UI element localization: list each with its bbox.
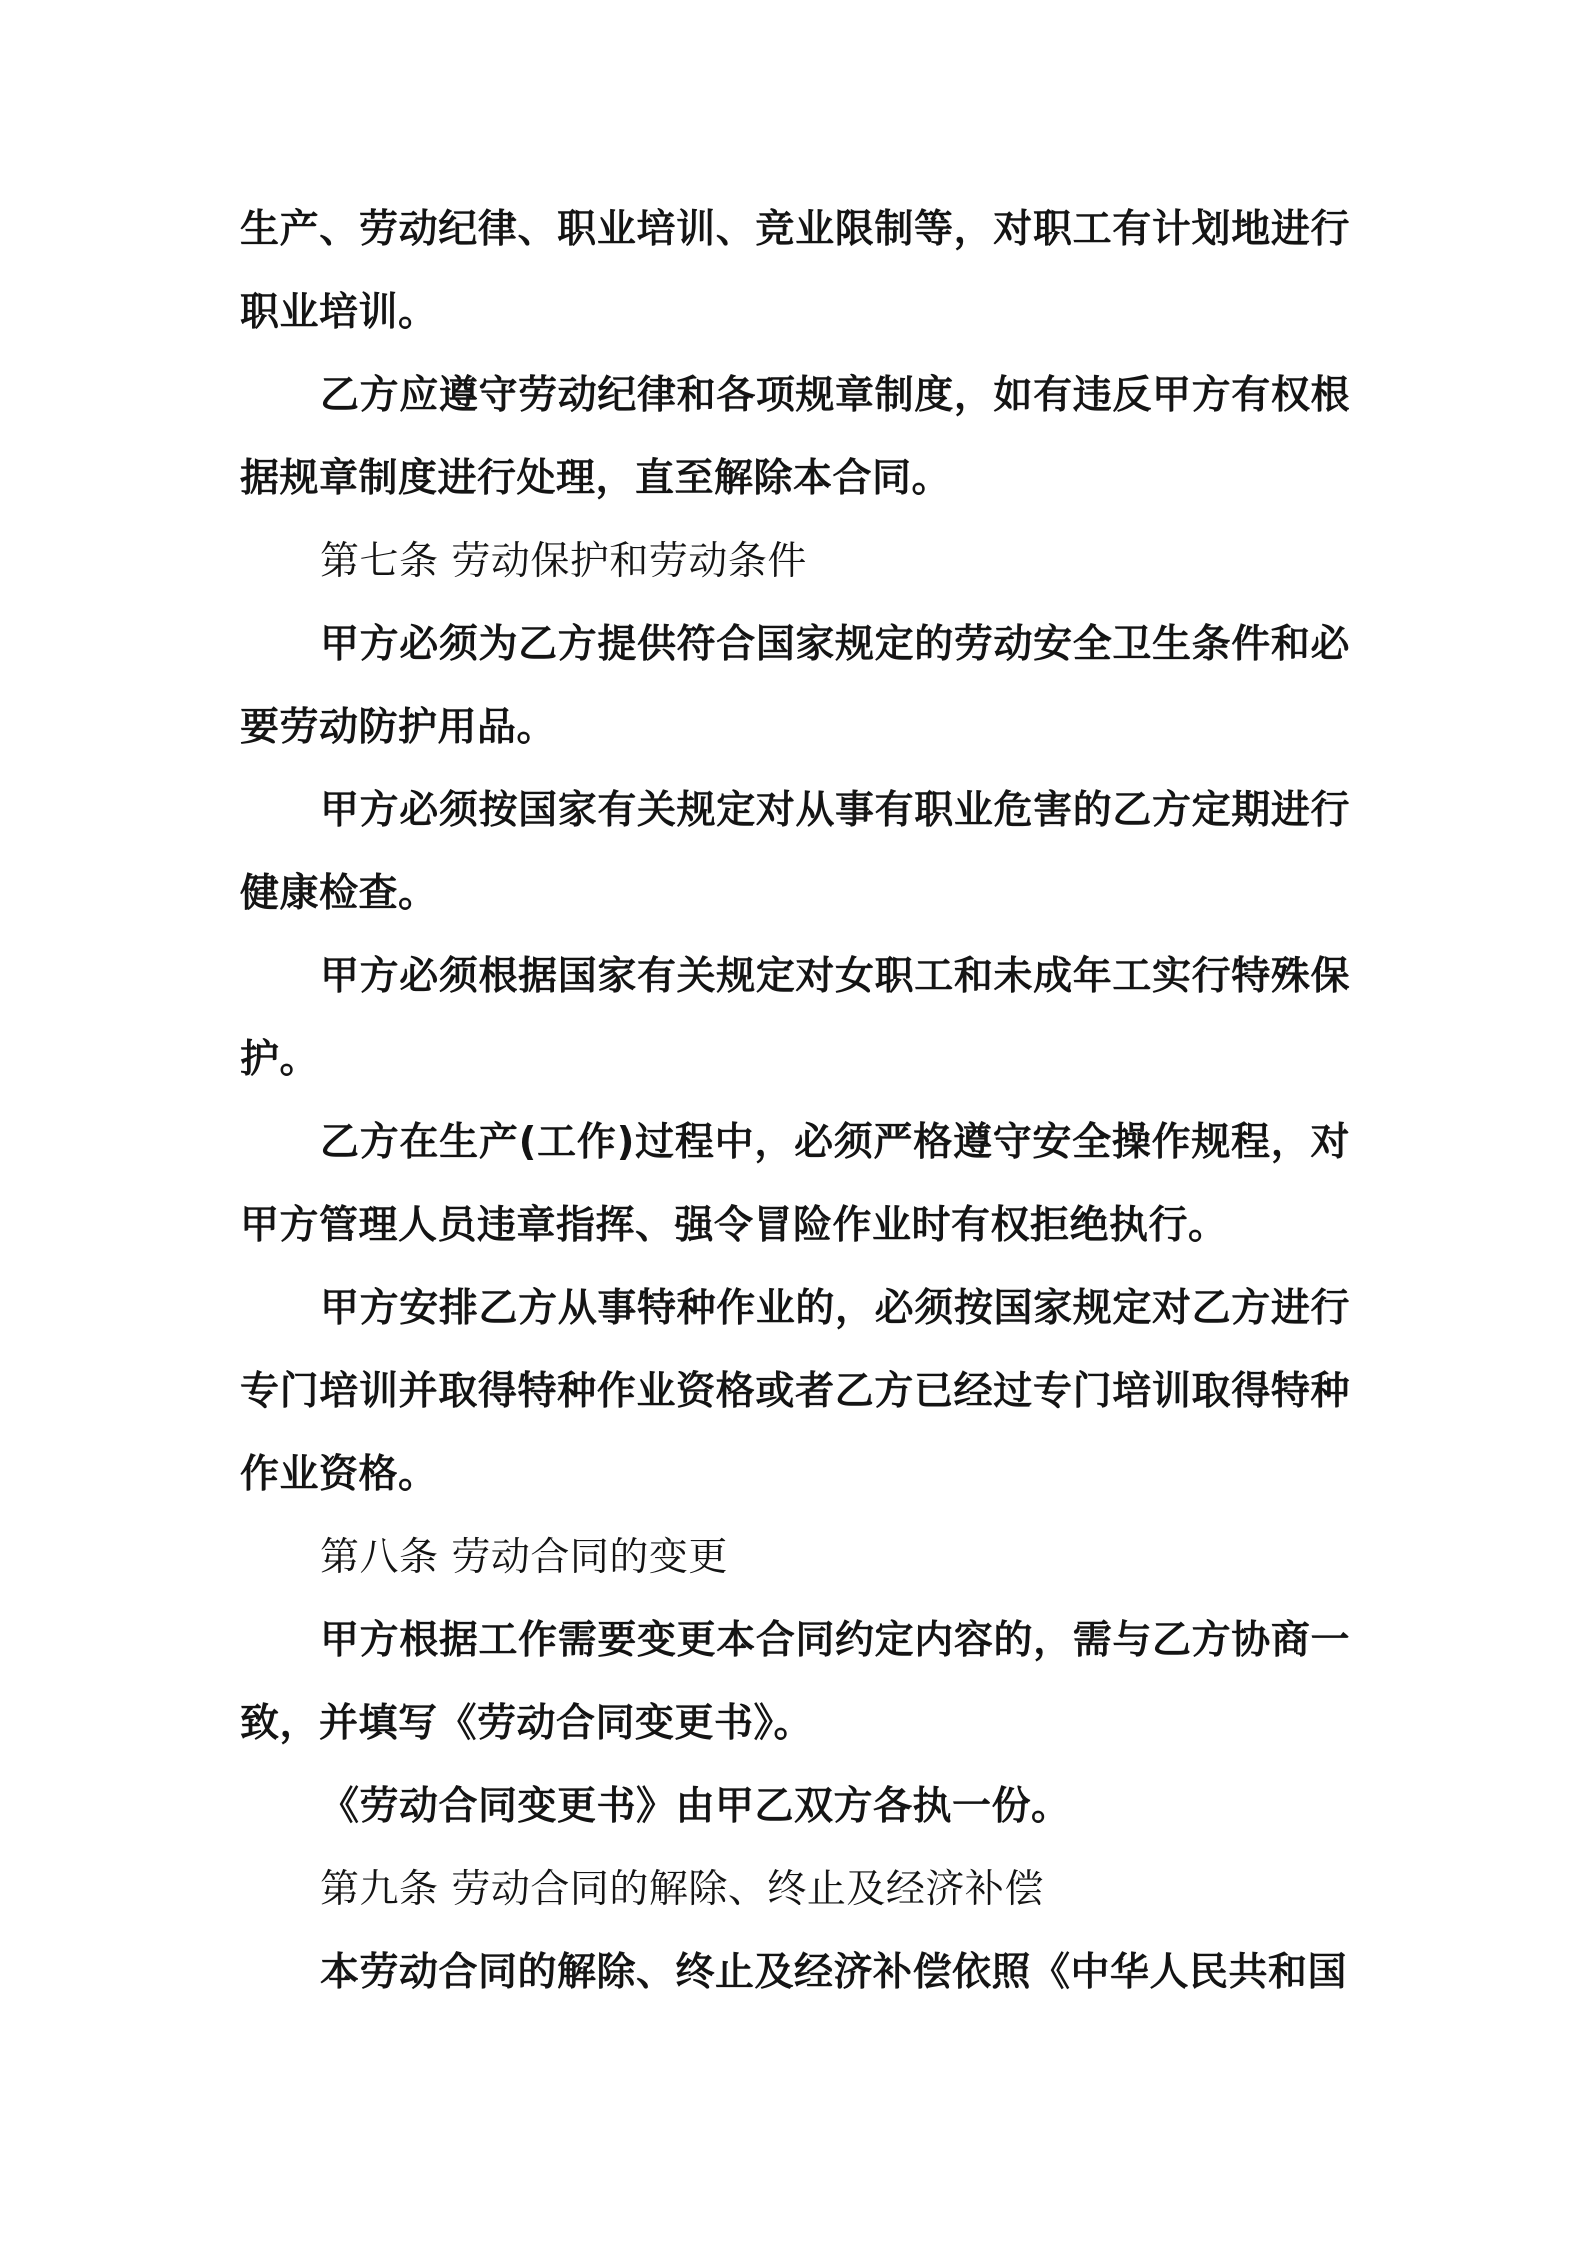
paragraph: 乙方在生产(工作)过程中，必须严格遵守安全操作规程，对甲方管理人员违章指挥、强令冒险作业时有权拒绝执行。 <box>240 1120 1350 1248</box>
paragraph: 《劳动合同变更书》由甲乙双方各执一份。 <box>320 1784 1071 1829</box>
paragraph: 甲方必须按国家有关规定对从事有职业危害的乙方定期进行健康检查。 <box>240 788 1350 916</box>
section-heading: 第八条 劳动合同的变更 <box>320 1535 728 1580</box>
paragraph: 本劳动合同的解除、终止及经济补偿依照《中华人民共和国 <box>320 1950 1348 1995</box>
paragraph: 甲方必须为乙方提供符合国家规定的劳动安全卫生条件和必要劳动防护用品。 <box>240 622 1350 750</box>
paragraph: 甲方安排乙方从事特种作业的，必须按国家规定对乙方进行专门培训并取得特种作业资格或者乙方已经过专门培训取得特种作业资格。 <box>240 1286 1350 1497</box>
document-body <box>240 188 1350 2014</box>
paragraph: 生产、劳动纪律、职业培训、竞业限制等，对职工有计划地进行职业培训。 <box>240 207 1350 335</box>
section-heading: 第九条 劳动合同的解除、终止及经济补偿 <box>320 1867 1044 1912</box>
paragraph: 甲方根据工作需要变更本合同约定内容的，需与乙方协商一致，并填写《劳动合同变更书》。 <box>240 1618 1350 1746</box>
paragraph: 乙方应遵守劳动纪律和各项规章制度，如有违反甲方有权根据规章制度进行处理，直至解除本合同。 <box>240 373 1350 501</box>
section-heading: 第七条 劳动保护和劳动条件 <box>320 539 807 584</box>
paragraph: 甲方必须根据国家有关规定对女职工和未成年工实行特殊保护。 <box>240 954 1350 1082</box>
